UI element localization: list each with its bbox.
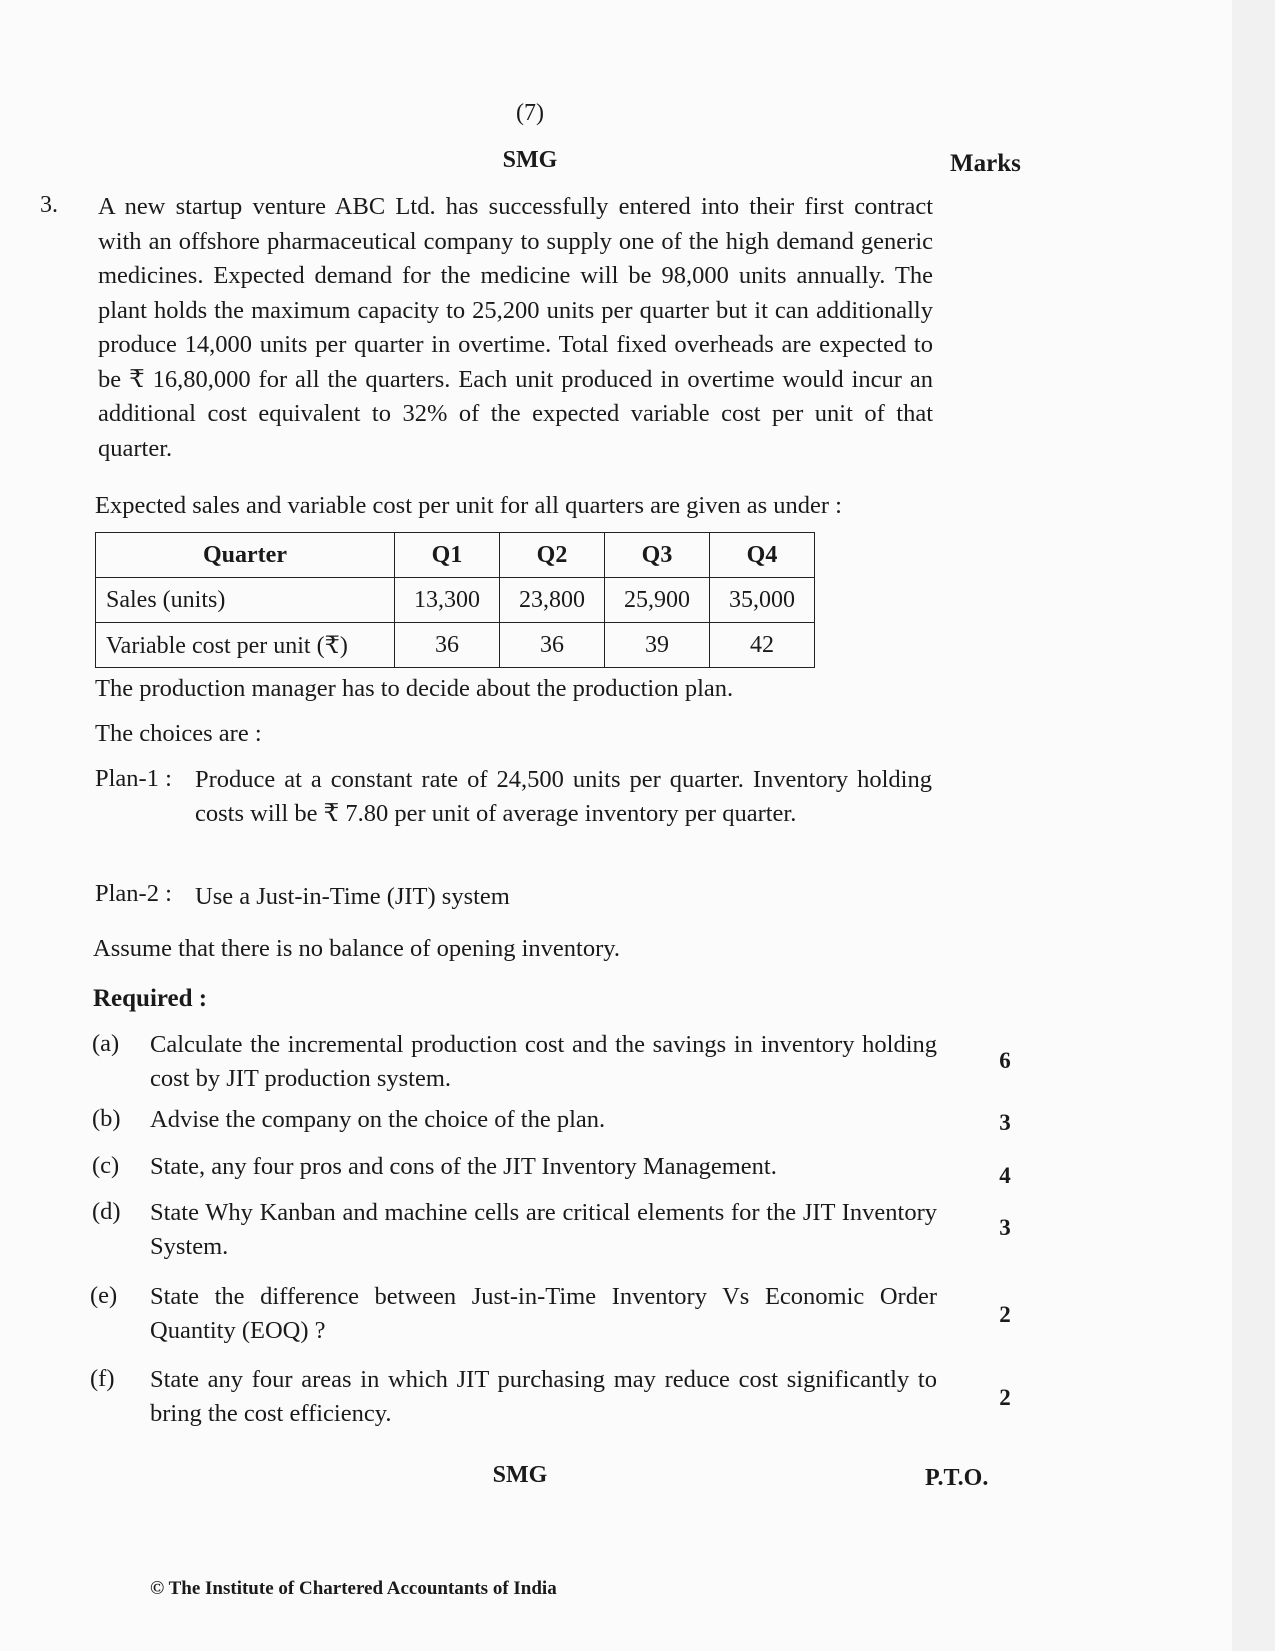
part-e-letter: (e)	[90, 1282, 118, 1309]
choices-intro: The choices are :	[95, 720, 262, 747]
table-intro: Expected sales and variable cost per unit for all quarters are given as under :	[95, 492, 842, 519]
plan-2-text: Use a Just-in-Time (JIT) system	[195, 883, 510, 910]
table-header-cell: Quarter	[96, 533, 395, 578]
plan-2-label: Plan-2 :	[95, 880, 172, 907]
plan-1-text: Produce at a constant rate of 24,500 units per quarter. Inventory holding costs will be ₹ 7.80 per unit of average inventory per quarter.	[195, 766, 932, 827]
part-d-marks: 3	[999, 1215, 1011, 1240]
marks-heading: Marks	[950, 150, 1021, 177]
part-e-text: State the difference between Just-in-Time Inventory Vs Economic Order Quantity (EOQ) ?	[150, 1283, 937, 1344]
part-c-marks: 4	[999, 1163, 1011, 1188]
plan-1-label: Plan-1 :	[95, 765, 172, 792]
required-heading: Required :	[93, 985, 208, 1012]
part-e-marks: 2	[999, 1302, 1011, 1327]
part-f-marks: 2	[999, 1385, 1011, 1410]
part-d-letter: (d)	[92, 1198, 121, 1225]
table-header-cell: Q3	[605, 533, 710, 578]
table-cell: 42	[710, 623, 815, 668]
copyright-footer: © The Institute of Chartered Accountants of India	[150, 1578, 557, 1599]
part-c-text: State, any four pros and cons of the JIT Inventory Management.	[150, 1153, 777, 1180]
part-a-text: Calculate the incremental production cost and the savings in inventory holding cost by JIT production system.	[150, 1031, 937, 1092]
table-row	[96, 623, 815, 668]
table-row	[96, 578, 815, 623]
part-b-text: Advise the company on the choice of the plan.	[150, 1106, 606, 1133]
page-number: (7)	[516, 100, 544, 126]
question-number: 3.	[40, 192, 58, 218]
table-header-cell: Q4	[710, 533, 815, 578]
table-cell: 23,800	[500, 578, 605, 623]
table-header-cell: Q2	[500, 533, 605, 578]
part-f-letter: (f)	[90, 1365, 115, 1392]
paper-code-header: SMG	[502, 147, 558, 173]
part-b-letter: (b)	[92, 1105, 121, 1132]
table-cell: 13,300	[395, 578, 500, 623]
table-cell: 36	[500, 623, 605, 668]
part-b-marks: 3	[999, 1110, 1011, 1135]
part-a-letter: (a)	[92, 1030, 120, 1057]
part-d-text: State Why Kanban and machine cells are critical elements for the JIT Inventory System.	[150, 1199, 937, 1260]
table-cell: Sales (units)	[96, 578, 395, 623]
paper-code-footer: SMG	[492, 1462, 548, 1488]
table-cell: 35,000	[710, 578, 815, 623]
after-table-text: The production manager has to decide about the production plan.	[95, 675, 734, 702]
table-header-row	[96, 533, 815, 578]
assumption-text: Assume that there is no balance of opening inventory.	[93, 935, 621, 962]
table-cell: 36	[395, 623, 500, 668]
part-f-text: State any four areas in which JIT purchasing may reduce cost significantly to bring the cost efficiency.	[150, 1366, 937, 1427]
part-c-letter: (c)	[92, 1152, 120, 1179]
table-cell: 39	[605, 623, 710, 668]
table-cell: Variable cost per unit (₹)	[96, 623, 395, 668]
part-a-marks: 6	[999, 1048, 1011, 1073]
page-edge	[1232, 0, 1275, 1651]
table-cell: 25,900	[605, 578, 710, 623]
question-paragraph: A new startup venture ABC Ltd. has successfully entered into their first contract with an offshore pharmaceutical company to supply one of the high demand generic medicines. Expected demand for the medicine will be 98,000 units annually. The plant holds the maximum capacity to 25,200 units per quarter but it can additionally produce 14,000 units per quarter in overtime. Total fixed overheads are expected to be ₹ 16,80,000 for all the quarters. Each unit produced in overtime would incur an additional cost equivalent to 32% of the expected variable cost per unit of that quarter.	[98, 193, 933, 462]
quarter-table	[95, 532, 815, 668]
table-header-cell: Q1	[395, 533, 500, 578]
pto-label: P.T.O.	[925, 1465, 989, 1491]
